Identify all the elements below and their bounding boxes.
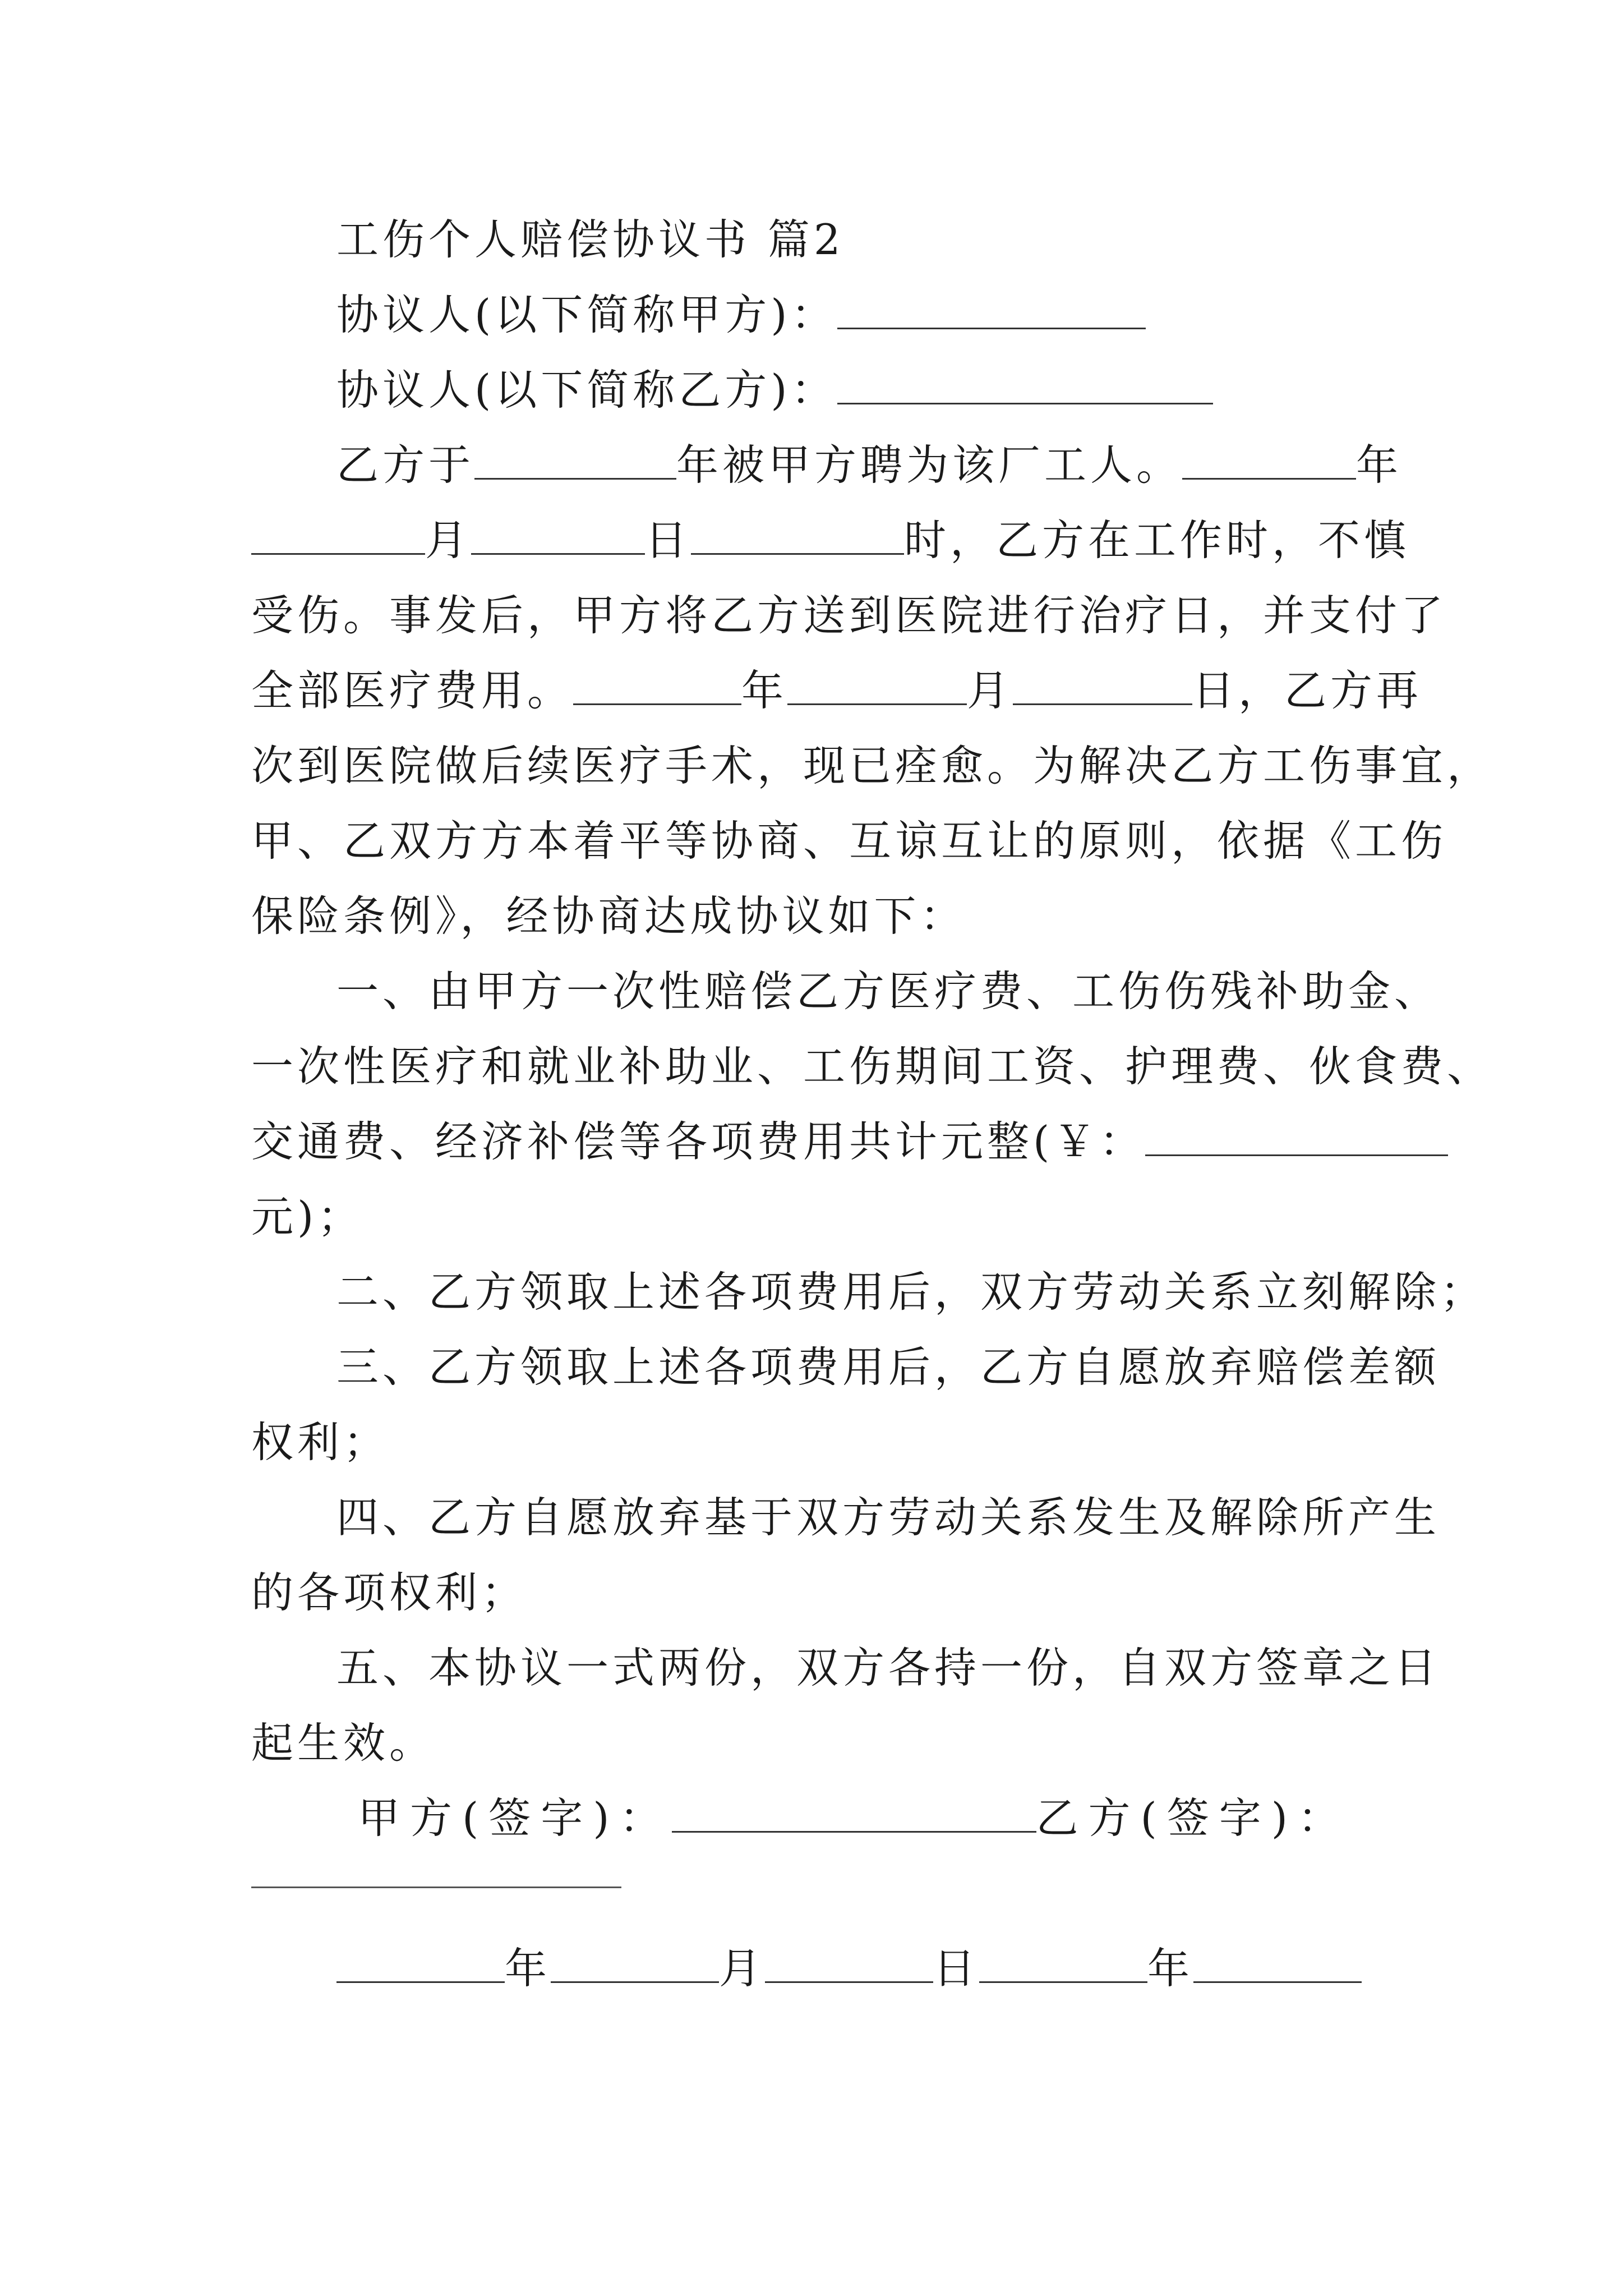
intro-line-1 — [251, 427, 1403, 503]
signature-rule — [251, 1887, 621, 1888]
injury-year-blank — [1182, 439, 1356, 480]
intro-text: 月 — [967, 666, 1013, 715]
party-a-signature-label: 甲方(签字)： — [358, 1793, 672, 1843]
date-trailing-blank — [1193, 1942, 1362, 1983]
date-line — [251, 1931, 1378, 2006]
clause-text: 四、乙方自愿放弃基于双方劳动关系发生及解除所产生 — [336, 1493, 1441, 1542]
clause-1-line-2 — [251, 1029, 1493, 1104]
clause-3-line-2 — [251, 1405, 1378, 1480]
intro-text: 年 — [1356, 440, 1403, 490]
clause-4-line-2 — [251, 1555, 1378, 1630]
date-year2-blank — [979, 1942, 1147, 1983]
intro-line-3 — [251, 578, 1447, 653]
party-a-line — [251, 277, 1378, 352]
clause-2 — [251, 1254, 1487, 1329]
clause-text: 一、由甲方一次性赔偿乙方医疗费、工伤伤残补助金、 — [336, 967, 1441, 1016]
clause-1-line-4 — [251, 1179, 1378, 1254]
date-year-blank — [336, 1942, 505, 1983]
intro-text: 甲、乙双方方本着平等协商、互谅互让的原则，依据《工伤 — [251, 816, 1447, 866]
clause-text: 的各项权利； — [251, 1568, 528, 1617]
clause-text: 起生效。 — [251, 1718, 436, 1768]
intro-text: 次到医院做后续医疗手术，现已痊愈。为解决乙方工伤事宜， — [251, 741, 1493, 790]
clause-3-line-1 — [251, 1329, 1441, 1405]
clause-text: 二、乙方领取上述各项费用后，双方劳动关系立刻解除； — [336, 1267, 1487, 1317]
document-body — [251, 202, 1493, 2006]
intro-text: 全部医疗费用。 — [251, 666, 574, 715]
clause-4-line-1 — [251, 1480, 1441, 1555]
party-a-signature-blank — [672, 1792, 1036, 1833]
party-b-line — [251, 352, 1378, 427]
surgery-month-blank — [787, 664, 967, 705]
clause-5-line-2 — [251, 1705, 1378, 1780]
surgery-year-blank — [573, 664, 741, 705]
clause-text: 一次性医疗和就业补助业、工伤期间工资、护理费、伙食费、 — [251, 1042, 1493, 1091]
intro-line-7 — [251, 878, 1378, 954]
party-b-signature-label: 乙方(签字)： — [1036, 1793, 1350, 1843]
surgery-day-blank — [1013, 664, 1192, 705]
intro-line-5 — [251, 728, 1493, 803]
injury-hour-blank — [691, 514, 904, 555]
clause-text: 权利； — [251, 1418, 390, 1467]
intro-text: 受伤。事发后，甲方将乙方送到医院进行治疗日，并支付了 — [251, 591, 1447, 640]
intro-text: 保险条例》，经协商达成协议如下： — [251, 891, 966, 941]
intro-line-2 — [251, 503, 1410, 578]
clause-text: 交通费、经济补偿等各项费用共计元整(￥： — [251, 1117, 1146, 1166]
injury-month-blank — [251, 514, 425, 555]
intro-text: 月 — [425, 516, 472, 565]
injury-day-blank — [471, 514, 645, 555]
clause-1-line-1 — [251, 954, 1441, 1029]
date-month-label: 月 — [719, 1944, 766, 1993]
hire-year-blank — [474, 439, 676, 480]
party-b-blank — [837, 364, 1213, 404]
party-b-signature-blank — [251, 1856, 1378, 1931]
signature-line — [251, 1780, 1378, 1856]
intro-line-4 — [251, 653, 1423, 728]
date-day-label: 日 — [933, 1944, 980, 1993]
clause-text: 五、本协议一式两份，双方各持一份，自双方签章之日 — [336, 1643, 1441, 1692]
clause-1-line-3 — [251, 1104, 1378, 1179]
date-month-blank — [551, 1942, 719, 1983]
party-b-label: 协议人(以下简称乙方)： — [336, 365, 837, 415]
intro-line-6 — [251, 803, 1447, 878]
party-a-blank — [837, 288, 1146, 329]
intro-text: 年被甲方聘为该厂工人。 — [676, 440, 1183, 490]
date-year-label: 年 — [505, 1944, 551, 1993]
intro-text: 日 — [645, 516, 691, 565]
intro-text: 年 — [741, 666, 788, 715]
intro-text: 时，乙方在工作时，不慎 — [904, 516, 1410, 565]
document-title — [251, 202, 1378, 277]
title-text: 工伤个人赔偿协议书 篇2 — [336, 215, 845, 264]
date-year2-label: 年 — [1147, 1944, 1194, 1993]
clause-text: 元)； — [251, 1192, 364, 1241]
clause-text: 三、乙方领取上述各项费用后，乙方自愿放弃赔偿差额 — [336, 1342, 1441, 1392]
intro-text: 乙方于 — [336, 440, 475, 490]
intro-text: 日，乙方再 — [1192, 666, 1423, 715]
date-day-blank — [765, 1942, 933, 1983]
party-a-label: 协议人(以下简称甲方)： — [336, 290, 837, 339]
amount-blank — [1145, 1115, 1448, 1156]
clause-5-line-1 — [251, 1630, 1441, 1705]
